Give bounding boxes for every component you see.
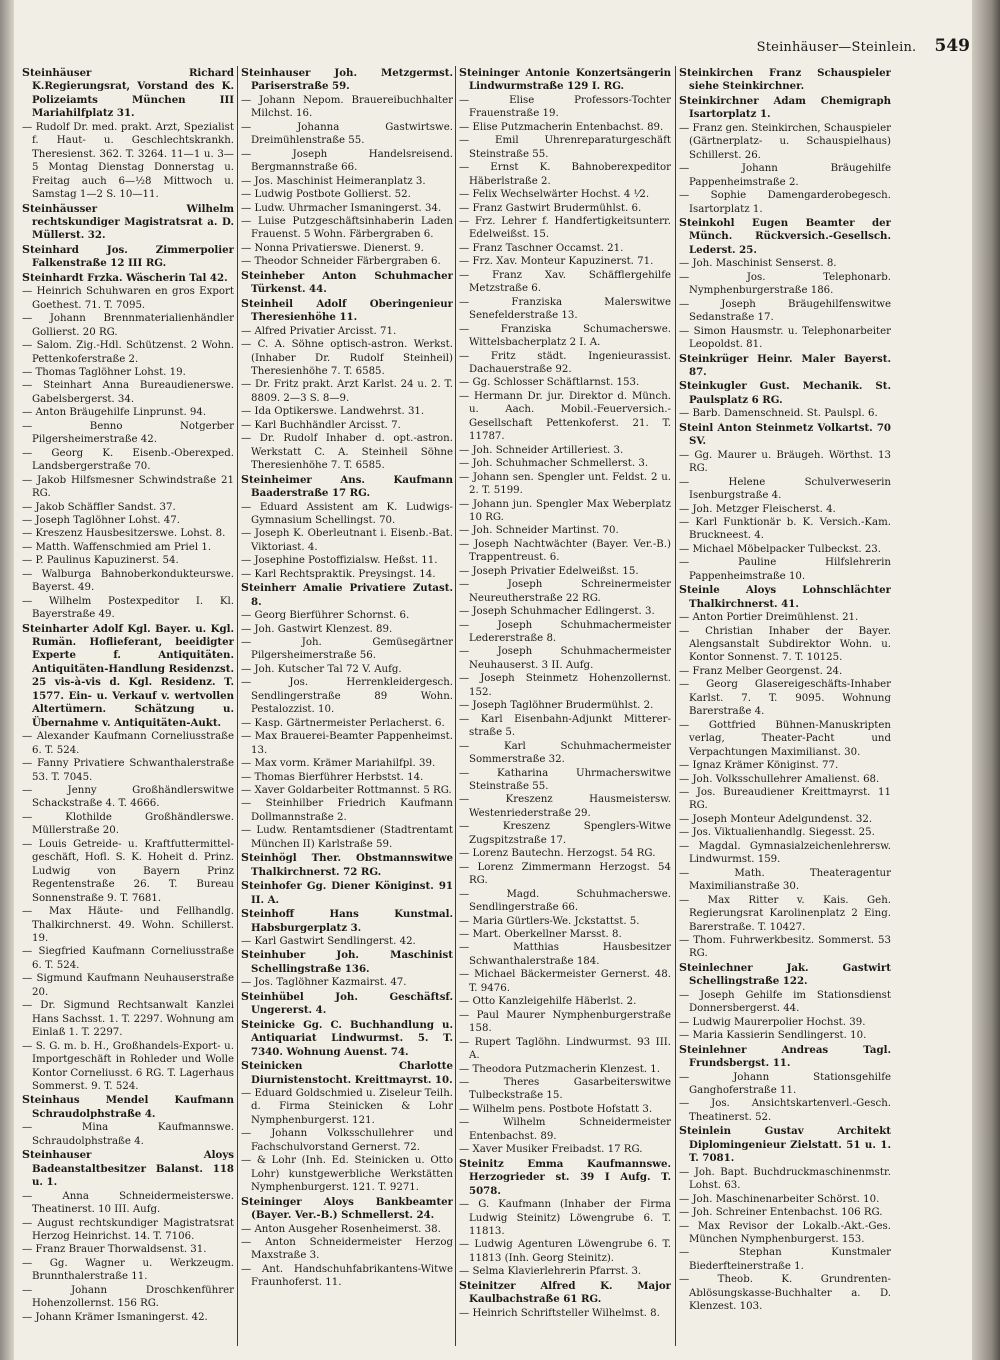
- directory-entry: — Walburga Bahnoberkondukteurswe. Bayerst. 49.: [22, 568, 234, 595]
- directory-entry-head: Steinkugler Gust. Mechanik. St. Paulsplatz 6 RG.: [679, 379, 891, 406]
- directory-entry: — Franz Melber Georgenst. 24.: [679, 665, 891, 678]
- directory-entry-head: Steinhäuser Richard K.Regierungsrat, Vorstand des K. Polizeiamts München III Mariahilfplatz 31.: [22, 66, 234, 120]
- directory-entry: — Magdal. Gymnasialzeichenlehrersw. Lindwurmst. 159.: [679, 840, 891, 867]
- directory-entry: — Barb. Damenschneid. St. Paulspl. 6.: [679, 407, 891, 420]
- directory-entry: — Jos. Maschinist Heimeranplatz 3.: [241, 175, 453, 188]
- directory-entry: — & Lohr (Inh. Ed. Steinicken u. Otto Lohr) kunstgewerbliche Werkstätten Nymphenburgerst. 121. T. 9271.: [241, 1154, 453, 1194]
- directory-entry-head: Steinhofer Gg. Diener Königinst. 91 II. A.: [241, 879, 453, 906]
- directory-entry: — Johann jun. Spengler Max Weberplatz 10 RG.: [459, 498, 671, 525]
- directory-entry: — Joseph Schreinermeister Neureutherstraße 22 RG.: [459, 578, 671, 605]
- directory-entry: — Wilhelm Postexpeditor I. Kl. Bayerstraße 49.: [22, 595, 234, 622]
- directory-entry: — Georg Bierführer Schornst. 6.: [241, 609, 453, 622]
- directory-entry-head: Steininger Antonie Konzertsängerin Lindwurmstraße 129 I. RG.: [459, 66, 671, 93]
- directory-entry-head: Steinicke Gg. C. Buchhandlung u. Antiquariat Lindwurmst. 5. T. 7340. Wohnung Auenst. 74.: [241, 1017, 453, 1058]
- directory-entry: — Wilhelm pens. Postbote Hofstatt 3.: [459, 1103, 671, 1116]
- directory-entry: — August rechtskundiger Magistratsrat Herzog Heinrichst. 14. T. 7106.: [22, 1217, 234, 1244]
- directory-entry: — Johann Droschkenführer Hohenzollernst. 156 RG.: [22, 1284, 234, 1311]
- directory-entry: — Ernst K. Bahnoberexpeditor Häberlstraße 2.: [459, 161, 671, 188]
- directory-entry: — Anton Schneidermeister Herzog Maxstraße 3.: [241, 1236, 453, 1263]
- directory-entry: — Dr. Fritz prakt. Arzt Karlst. 24 u. 2. T. 8809. 2—3 S. 8—9.: [241, 378, 453, 405]
- directory-entry: — Joseph Schuhmacher Edlingerst. 3.: [459, 605, 671, 618]
- directory-entry: — Georg K. Eisenb.-Oberexped. Landsbergerstraße 70.: [22, 447, 234, 474]
- binding-gutter: [0, 0, 14, 1360]
- directory-entry: — P. Paulinus Kapuzinerst. 54.: [22, 554, 234, 567]
- directory-entry: — Heinrich Schuhwaren en gros Export Goethest. 71. T. 7095.: [22, 285, 234, 312]
- directory-entry: — Karl Gastwirt Sendlingerst. 42.: [241, 935, 453, 948]
- directory-entry: — Joseph Schuhmachermeister Neuhauserst. 3 II. Aufg.: [459, 645, 671, 672]
- directory-entry-head: Steinhögl Ther. Obstmannswitwe Thalkirchnerst. 72 RG.: [241, 851, 453, 878]
- directory-entry: — Max Ritter v. Kais. Geh. Regierungsrat Karolinenplatz 2 Eing. Barerstraße. T. 10427.: [679, 894, 891, 934]
- directory-entry: — Joh. Bapt. Buchdruckmaschinenmstr. Lohst. 63.: [679, 1166, 891, 1193]
- directory-entry: — Mart. Oberkellner Marsst. 8.: [459, 928, 671, 941]
- directory-entry-head: Steinharter Adolf Kgl. Bayer. u. Kgl. Rumän. Hoflieferant, beeidigter Experte f. Antiquitäten. Antiquitäten-Handlung Residenzst. 25 vis-à-vis d. Kgl. Residenz. T. 1577. Ein- u. Verkauf v. wertvollen Altertümern. Schätzung u. Übernahme v. Antiquitäten-Aukt.: [22, 621, 234, 729]
- directory-entry: — Johann Volksschullehrer und Fachschulvorstand Gernerst. 72.: [241, 1127, 453, 1154]
- directory-entry: — Michael Bäckermeister Gernerst. 48. T. 9476.: [459, 968, 671, 995]
- directory-entry: — Johann Brennmaterialienhändler Gollierst. 20 RG.: [22, 312, 234, 339]
- directory-entry: — Johann sen. Spengler unt. Feldst. 2 u. 2. T. 5199.: [459, 471, 671, 498]
- directory-entry-head: Steinlein Gustav Architekt Diplomingenieur Zielstatt. 51 u. 1. T. 7081.: [679, 1124, 891, 1165]
- directory-entry: — Franz Gastwirt Brudermühlst. 6.: [459, 202, 671, 215]
- directory-entry: — Ludwig Postbote Gollierst. 52.: [241, 188, 453, 201]
- directory-entry: — Xaver Musiker Freibadst. 17 RG.: [459, 1143, 671, 1156]
- directory-entry: — Christian Inhaber der Bayer. Alengsanstalt Subdirektor Wohn. u. Kontor Sonnenst. 7. T. 10125.: [679, 625, 891, 665]
- directory-entry: — Eduard Goldschmied u. Ziseleur Teilh. d. Firma Steinicken & Lohr Nymphenburgerst. 121.: [241, 1087, 453, 1127]
- directory-entry: — Kasp. Gärtnermeister Perlacherst. 6.: [241, 717, 453, 730]
- directory-entry: — Steinhart Anna Bureaudienerswe. Gabelsbergerst. 34.: [22, 379, 234, 406]
- directory-entry: — Anna Schneidermeisterswe. Theatinerst. 10 III. Aufg.: [22, 1190, 234, 1217]
- directory-entry: — Math. Theateragentur Maximilianstraße 30.: [679, 867, 891, 894]
- directory-entry-head: Steinhäusser Wilhelm rechtskundiger Magistratsrat a. D. Müllerst. 32.: [22, 201, 234, 242]
- directory-entry: — Joh. Gastwirt Klenzest. 89.: [241, 623, 453, 636]
- directory-entry: — Emil Uhrenreparaturgeschäft Steinstraße 55.: [459, 134, 671, 161]
- directory-entry: — Theodora Putzmacherin Klenzest. 1.: [459, 1063, 671, 1076]
- directory-entry: — Rudolf Dr. med. prakt. Arzt, Spezialist f. Haut- u. Geschlechtskrankh. Theresienst. 362. T. 3264. 11—1 u. 3—5 Montag Dienstag Donnerstag u. Freitag auch 6—½8 Mittwoch u. Samstag 1—2 S. 10—11.: [22, 121, 234, 202]
- directory-entry: — G. Kaufmann (Inhaber der Firma Ludwig Steinitz) Löwengrube 6. T. 11813.: [459, 1198, 671, 1238]
- directory-entry: — Anton Ausgeher Rosenheimerst. 38.: [241, 1223, 453, 1236]
- directory-entry-head: Steinherr Amalie Privatiere Zutast. 8.: [241, 581, 453, 608]
- directory-entry: — Gg. Maurer u. Bräugeh. Wörthst. 13 RG.: [679, 449, 891, 476]
- directory-entry-head: Steinhoff Hans Kunstmal. Habsburgerplatz 3.: [241, 907, 453, 934]
- directory-entry: — Michael Möbelpacker Tulbeckst. 23.: [679, 543, 891, 556]
- directory-entry: — Franz Brauer Thorwaldsenst. 31.: [22, 1243, 234, 1256]
- directory-entry: — Ludwig Agenturen Löwengrube 6. T. 11813 (Inh. Georg Steinitz).: [459, 1238, 671, 1265]
- directory-entry: — Ida Optikerswe. Landwehrst. 31.: [241, 405, 453, 418]
- directory-entry: — Ludw. Rentamtsdiener (Stadtrentamt München II) Karlstraße 59.: [241, 824, 453, 851]
- directory-entry: — Jos. Bureaudiener Kreittmayrst. 11 RG.: [679, 786, 891, 813]
- directory-entry: — Eduard Assistent am K. Ludwigs-Gymnasium Schellingst. 70.: [241, 501, 453, 528]
- directory-entry: — Joseph Taglöhner Lohst. 47.: [22, 514, 234, 527]
- directory-entry: — Franziska Schumacherswe. Wittelsbacherplatz 2 I. A.: [459, 323, 671, 350]
- directory-entry: — Nonna Privatierswe. Dienerst. 9.: [241, 242, 453, 255]
- column-2: [241, 66, 453, 1351]
- column-rule: [237, 66, 238, 1346]
- directory-entry: — Joseph Schuhmachermeister Ledererstraße 8.: [459, 619, 671, 646]
- directory-entry: — Klothilde Großhändlerswe. Müllerstraße 20.: [22, 811, 234, 838]
- directory-entry: — Alexander Kaufmann Corneliusstraße 6. T. 524.: [22, 730, 234, 757]
- directory-entry: — Johann Stationsgehilfe Ganghoferstraße 11.: [679, 1071, 891, 1098]
- directory-entry: — Alfred Privatier Arcisst. 71.: [241, 325, 453, 338]
- directory-entry-head: Steinhuber Joh. Maschinist Schellingstraße 136.: [241, 948, 453, 975]
- directory-entry: — Katharina Uhrmacherswitwe Steinstraße 55.: [459, 767, 671, 794]
- directory-entry-head: Steinkrüger Heinr. Maler Bayerst. 87.: [679, 351, 891, 378]
- directory-entry: — Selma Klavierlehrerin Pfarrst. 3.: [459, 1265, 671, 1278]
- directory-entry-head: Steinhardt Frzka. Wäscherin Tal 42.: [22, 270, 228, 284]
- directory-entry: — Kreszenz Spenglers-Witwe Zugspitzstraße 17.: [459, 820, 671, 847]
- directory-entry-head: Steinl Anton Steinmetz Volkartst. 70 SV.: [679, 420, 891, 448]
- directory-entry: — Max Häute- und Fellhandlg. Thalkirchnerst. 49. Wohn. Schillerst. 19.: [22, 905, 234, 945]
- directory-entry-head: Steinle Aloys Lohnschlächter Thalkirchnerst. 41.: [679, 583, 891, 610]
- directory-entry: — Heinrich Schriftsteller Wilhelmst. 8.: [459, 1307, 671, 1320]
- directory-entry: — Hermann Dr. jur. Direktor d. Münch. u. Aach. Mobil.-Feuerversich.-Gesellschaft Pettenkoferst. 21. T. 11787.: [459, 390, 671, 444]
- directory-entry: — Otto Kanzleigehilfe Häberlst. 2.: [459, 995, 671, 1008]
- directory-entry: — Benno Notgerber Pilgersheimerstraße 42.: [22, 420, 234, 447]
- directory-entry: — Pauline Hilfslehrerin Pappenheimstraße 10.: [679, 556, 891, 583]
- directory-entry: — Joh. Kutscher Tal 72 V. Aufg.: [241, 663, 453, 676]
- directory-entry: — Matthias Hausbesitzer Schwanthalerstraße 184.: [459, 941, 671, 968]
- directory-entry: — Joh. Schuhmacher Schmellerst. 3.: [459, 457, 671, 470]
- directory-entry: — Joseph Bräugehilfenswitwe Sedanstraße 17.: [679, 298, 891, 325]
- directory-entry: — Franz Xav. Schäfflergehilfe Metzstraße 6.: [459, 269, 671, 296]
- directory-entry: — Mina Kaufmannswe. Schraudolphstraße 4.: [22, 1121, 234, 1148]
- directory-entry: — Jos. Ansichtskartenverl.-Gesch. Theatinerst. 52.: [679, 1097, 891, 1124]
- directory-entry-head: Steinkohl Eugen Beamter der Münch. Rückversich.-Gesellsch. Lederst. 25.: [679, 215, 891, 256]
- directory-entry: — Jakob Schäffler Sandst. 37.: [22, 501, 234, 514]
- directory-entry-head: Steinhübel Joh. Geschäftsf. Ungererst. 4.: [241, 989, 453, 1017]
- directory-entry: — S. G. m. b. H., Großhandels-Export- u. Importgeschäft in Rohleder und Wolle Kontor Corneliusst. 6 RG. T. Lagerhaus Sommerst. 9. T. 524.: [22, 1040, 234, 1094]
- directory-entry: — Wilhelm Schneidermeister Entenbachst. 89.: [459, 1116, 671, 1143]
- column-3: [459, 66, 671, 1351]
- directory-entry: — Gottfried Bühnen-Manuskripten verlag, Theater-Pacht und Verpachtungen Maximilianst. 30.: [679, 719, 891, 759]
- column-1: [22, 66, 234, 1351]
- directory-entry-head: Steinhard Jos. Zimmerpolier Falkenstraße 12 III RG.: [22, 242, 234, 270]
- directory-entry: — Sigmund Kaufmann Neuhauserstraße 20.: [22, 972, 234, 999]
- directory-entry-head: Steinitzer Alfred K. Major Kaulbachstraße 61 RG.: [459, 1278, 671, 1306]
- directory-entry: — Joh. Schreiner Entenbachst. 106 RG.: [679, 1206, 891, 1219]
- directory-entry: — Paul Maurer Nymphenburgerstraße 158.: [459, 1009, 671, 1036]
- directory-entry: — Joh. Maschinenarbeiter Schörst. 10.: [679, 1193, 891, 1206]
- directory-entry-head: Steinhaus Mendel Kaufmann Schraudolphstraße 4.: [22, 1093, 234, 1120]
- directory-entry: — Anton Bräugehilfe Linprunst. 94.: [22, 406, 234, 419]
- directory-entry-head: Steinhauser Joh. Metzgermst. Pariserstraße 59.: [241, 66, 453, 93]
- directory-entry: — Joseph K. Oberleutnant i. Eisenb.-Bat. Viktoriast. 4.: [241, 527, 453, 554]
- directory-entry: — Johann Bräugehilfe Pappenheimstraße 2.: [679, 162, 891, 189]
- directory-entry: — Thomas Taglöhner Lohst. 19.: [22, 366, 234, 379]
- directory-entry: — Jos. Herrenkleidergesch. Sendlingerstraße 89 Wohn. Pestalozzist. 10.: [241, 676, 453, 716]
- directory-entry-head: Steinheil Adolf Oberingenieur Theresienhöhe 11.: [241, 296, 453, 324]
- directory-entry: — Joseph Nachtwächter (Bayer. Ver.-B.) Trappentreust. 6.: [459, 538, 671, 565]
- directory-entry: — Joseph Handelsreisend. Bergmannstraße 66.: [241, 148, 453, 175]
- directory-entry: — Maria Kassierin Sendlingerst. 10.: [679, 1029, 891, 1042]
- directory-entry: — Louis Getreide- u. Kraftfuttermittel-geschäft, Hofl. S. K. Hoheit d. Prinz. Ludwig von Bayern Prinz Regentenstraße 26. T. Bureau Sonnenstraße 9. T. 7681.: [22, 838, 234, 905]
- directory-entry: — Frz. Lehrer f. Handfertigkeitsunterr. Edelweißst. 15.: [459, 215, 671, 242]
- directory-entry: — Johanna Gastwirtswe. Dreimühlenstraße 55.: [241, 121, 453, 148]
- directory-entry: — Joseph Taglöhner Brudermühlst. 2.: [459, 699, 671, 712]
- directory-entry: — Frz. Xav. Monteur Kapuzinerst. 71.: [459, 255, 671, 268]
- directory-entry: — Ignaz Krämer Königinst. 77.: [679, 759, 891, 772]
- directory-entry: — Lorenz Bautechn. Herzogst. 54 RG.: [459, 847, 671, 860]
- column-rule: [455, 66, 456, 1346]
- directory-entry: — Jos. Taglöhner Kazmairst. 47.: [241, 976, 453, 989]
- directory-entry: — Dr. Rudolf Inhaber d. opt.-astron. Werkstatt C. A. Steinheil Söhne Theresienhöhe 7. T. 6585.: [241, 432, 453, 472]
- directory-entry: — Joh. Volksschullehrer Amalienst. 68.: [679, 773, 891, 786]
- directory-entry: — Theodor Schneider Färbergraben 6.: [241, 255, 453, 268]
- directory-entry: — Ludwig Maurerpolier Hochst. 39.: [679, 1016, 891, 1029]
- directory-entry: — Anton Portier Dreimühlenst. 21.: [679, 611, 891, 624]
- directory-entry: — Elise Putzmacherin Entenbachst. 89.: [459, 121, 671, 134]
- directory-entry-head: Steininger Aloys Bankbeamter (Bayer. Ver.-B.) Schmellerst. 24.: [241, 1194, 453, 1222]
- directory-entry: — Fritz städt. Ingenieurassist. Dachauerstraße 92.: [459, 350, 671, 377]
- directory-entry-head: Steinkirchner Adam Chemigraph Isartorplatz 1.: [679, 93, 891, 121]
- directory-entry: — Gg. Wagner u. Werkzeugm. Brunnthalerstraße 11.: [22, 1257, 234, 1284]
- directory-entry: — Magd. Schuhmacherswe. Sendlingerstraße 66.: [459, 888, 671, 915]
- directory-entry: — Karl Buchhändler Arcisst. 7.: [241, 419, 453, 432]
- directory-entry: — Max vorm. Krämer Mariahilfpl. 39.: [241, 757, 453, 770]
- directory-entry: — Johann Nepom. Brauereibuchhalter Milchst. 16.: [241, 94, 453, 121]
- directory-entry: — Karl Funktionär b. K. Versich.-Kam. Bruckneest. 4.: [679, 516, 891, 543]
- directory-entry: — Felix Wechselwärter Hochst. 4 ⅟2.: [459, 188, 671, 201]
- directory-entry-head: Steinlechner Jak. Gastwirt Schellingstraße 122.: [679, 960, 891, 988]
- directory-entry: — Jos. Viktualienhandlg. Siegesst. 25.: [679, 826, 891, 839]
- directory-entry: — Rupert Taglöhn. Lindwurmst. 93 III. A.: [459, 1036, 671, 1063]
- directory-entry: — Gg. Schlosser Schäftlarnst. 153.: [459, 376, 671, 389]
- directory-entry-head: Steinheber Anton Schuhmacher Türkenst. 44.: [241, 268, 453, 296]
- directory-entry: — Steinhilber Friedrich Kaufmann Dollmannstraße 2.: [241, 797, 453, 824]
- directory-entry: — Joh. Schneider Martinst. 70.: [459, 524, 671, 537]
- column-4: [679, 66, 891, 1351]
- directory-entry: — Lorenz Zimmermann Herzogst. 54 RG.: [459, 861, 671, 888]
- directory-entry: — Xaver Goldarbeiter Rottmannst. 5 RG.: [241, 784, 453, 797]
- column-rule: [675, 66, 676, 1346]
- directory-entry: — Kreszenz Hausmeistersw. Westenriederstraße 29.: [459, 793, 671, 820]
- page-edge-stack: [972, 0, 1000, 1360]
- directory-entry: — Joh. Metzger Fleischerst. 4.: [679, 503, 891, 516]
- directory-entry: — Georg Glasereigeschäfts-Inhaber Karlst. 7. T. 9095. Wohnung Barerstraße 4.: [679, 678, 891, 718]
- directory-entry: — Kreszenz Hausbesitzerswe. Lohst. 8.: [22, 527, 234, 540]
- directory-entry-head: Steinicken Charlotte Diurnistenstocht. Kreittmayrst. 10.: [241, 1059, 453, 1086]
- directory-entry: — Jenny Großhändlerswitwe Schackstraße 4. T. 4666.: [22, 784, 234, 811]
- directory-entry: — Fanny Privatiere Schwanthalerstraße 53. T. 7045.: [22, 757, 234, 784]
- directory-entry: — Luise Putzgeschäftsinhaberin Laden Frauenst. 5 Wohn. Färbergraben 6.: [241, 215, 453, 242]
- directory-entry: — Josephine Postoffizialsw. Heßst. 11.: [241, 554, 453, 567]
- directory-entry: — Joseph Privatier Edelweißst. 15.: [459, 565, 671, 578]
- page-header: [700, 36, 970, 58]
- directory-entry-head: Steinitz Emma Kaufmannswe. Herzogrieder st. 39 I Aufg. T. 5078.: [459, 1156, 671, 1197]
- directory-entry: — Thom. Fuhrwerkbesitz. Sommerst. 53 RG.: [679, 934, 891, 961]
- directory-entry: — C. A. Söhne optisch-astron. Werkst. (Inhaber Dr. Rudolf Steinheil) Theresienhöhe 7. T. 6585.: [241, 338, 453, 378]
- directory-entry: — Max Brauerei-Beamter Pappenheimst. 13.: [241, 730, 453, 757]
- directory-entry: — Sophie Damengarderobegesch. Isartorplatz 1.: [679, 189, 891, 216]
- directory-entry: — Karl Rechtspraktik. Preysingst. 14.: [241, 568, 453, 581]
- directory-entry: — Matth. Waffenschmied am Priel 1.: [22, 541, 234, 554]
- directory-entry: — Joh. Gemüsegärtner Pilgersheimerstraße 56.: [241, 636, 453, 663]
- running-head: Steinhäuser—Steinlein.: [756, 40, 917, 55]
- directory-entry: — Elise Professors-Tochter Frauenstraße 19.: [459, 94, 671, 121]
- directory-entry: — Joseph Monteur Adelgundenst. 32.: [679, 813, 891, 826]
- directory-entry: — Theres Gasarbeiterswitwe Tulbeckstraße 15.: [459, 1076, 671, 1103]
- directory-entry: — Max Revisor der Lokalb.-Akt.-Ges. München Nymphenburgerst. 153.: [679, 1220, 891, 1247]
- directory-entry: — Thomas Bierführer Herbstst. 14.: [241, 771, 453, 784]
- directory-entry: — Franz Taschner Occamst. 21.: [459, 242, 671, 255]
- directory-entry-head: Steinkirchen Franz Schauspieler siehe Steinkirchner.: [679, 66, 891, 93]
- directory-entry: — Simon Hausmstr. u. Telephonarbeiter Leopoldst. 81.: [679, 325, 891, 352]
- directory-entry: — Ludw. Uhrmacher Ismaningerst. 34.: [241, 202, 453, 215]
- directory-entry: — Helene Schulverweserin Isenburgstraße 4.: [679, 476, 891, 503]
- directory-entry: — Ant. Handschuhfabrikantens-Witwe Fraunhoferst. 11.: [241, 1263, 453, 1290]
- directory-entry-head: Steinheimer Ans. Kaufmann Baaderstraße 17 RG.: [241, 472, 453, 500]
- directory-entry: — Franz gen. Steinkirchen, Schauspieler (Gärtnerplatz- u. Schauspielhaus) Schillerst. 26.: [679, 122, 891, 162]
- directory-entry: — Stephan Kunstmaler Biederfteinerstraße 1.: [679, 1246, 891, 1273]
- directory-entry: — Jos. Telephonarb. Nymphenburgerstraße 186.: [679, 271, 891, 298]
- directory-entry: — Siegfried Kaufmann Corneliusstraße 6. T. 524.: [22, 945, 234, 972]
- directory-entry-head: Steinhauser Aloys Badeanstaltbesitzer Balanst. 118 u. 1.: [22, 1148, 234, 1189]
- directory-entry: — Joh. Schneider Artilleriest. 3.: [459, 444, 671, 457]
- directory-entry: — Franziska Malerswitwe Senefelderstraße 13.: [459, 296, 671, 323]
- directory-entry: — Joseph Gehilfe im Stationsdienst Donnersbergerst. 44.: [679, 989, 891, 1016]
- directory-entry: — Joseph Steinmetz Hohenzollernst. 152.: [459, 672, 671, 699]
- directory-entry-head: Steinlehner Andreas Tagl. Frundsbergst. 11.: [679, 1042, 891, 1070]
- page-number: 549: [934, 36, 970, 56]
- directory-entry: — Joh. Maschinist Senserst. 8.: [679, 257, 891, 270]
- directory-entry: — Theob. K. Grundrenten-Ablösungskasse-Buchhalter a. D. Klenzest. 103.: [679, 1273, 891, 1313]
- directory-entry: — Karl Eisenbahn-Adjunkt Mitterer-straße 5.: [459, 713, 671, 740]
- directory-entry: — Karl Schuhmachermeister Sommerstraße 32.: [459, 740, 671, 767]
- directory-entry: — Salom. Zig.-Hdl. Schützenst. 2 Wohn. Pettenkoferstraße 2.: [22, 339, 234, 366]
- directory-entry: — Jakob Hilfsmesner Schwindstraße 21 RG.: [22, 474, 234, 501]
- directory-entry: — Johann Krämer Ismaningerst. 42.: [22, 1311, 234, 1324]
- directory-entry: — Dr. Sigmund Rechtsanwalt Kanzlei Hans Sachsst. 1. T. 2297. Wohnung am Einlaß 1. T. 2297.: [22, 999, 234, 1039]
- directory-entry: — Maria Gürtlers-We. Jckstattst. 5.: [459, 915, 671, 928]
